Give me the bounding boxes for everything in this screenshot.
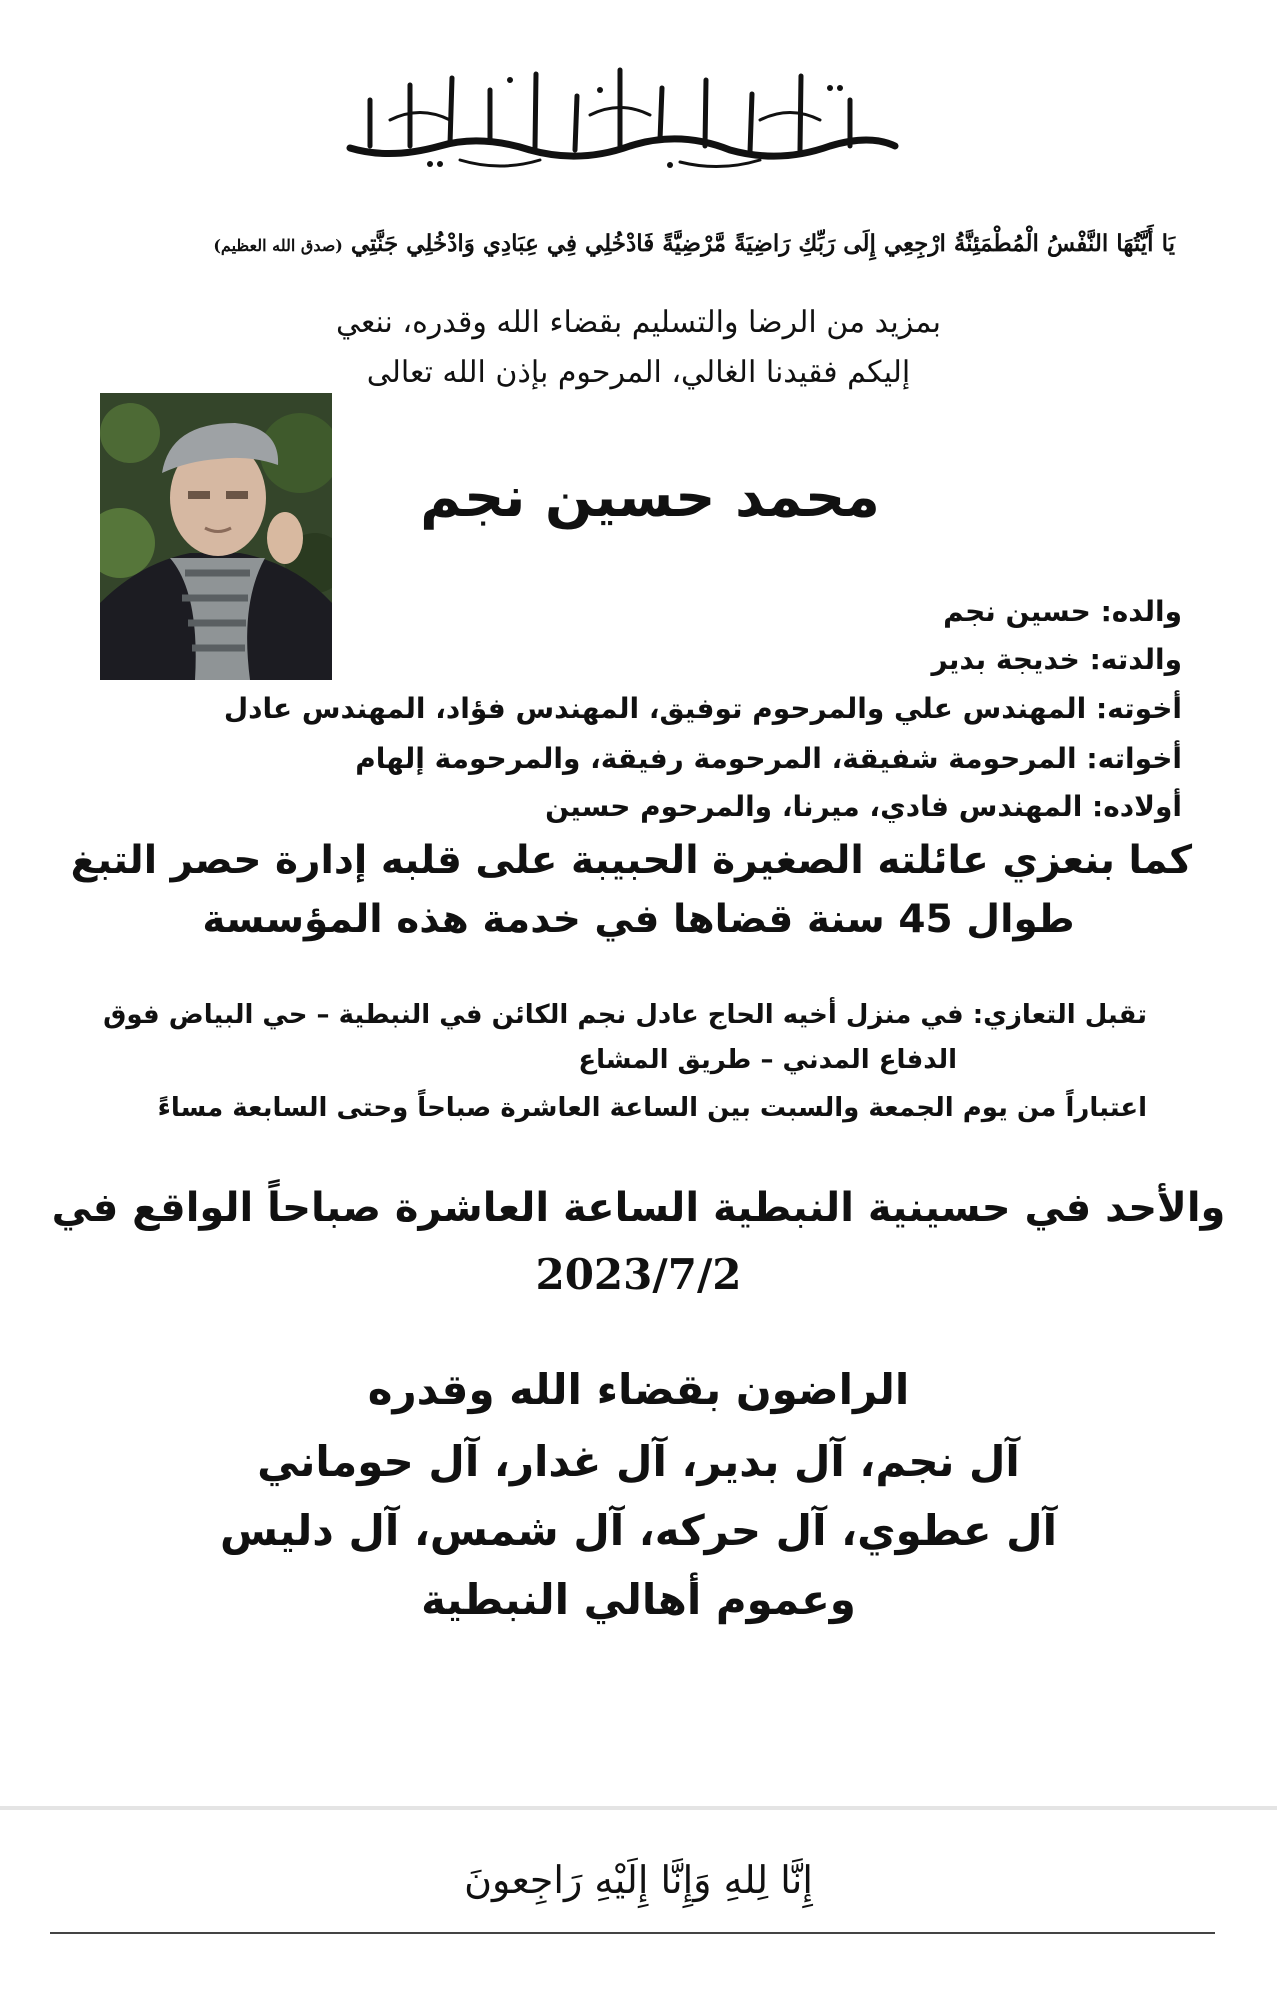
signatories-line-4: وعموم أهالي النبطية [421, 1575, 856, 1624]
deceased-photo [100, 393, 332, 680]
condolences-line-1: تقبل التعازي: في منزل أخيه الحاج عادل نجم الكائن في النبطية – حي البياض فوق [103, 1000, 1147, 1030]
institution-note-line-2: طوال 45 سنة قضاها في خدمة هذه المؤسسة [202, 897, 1075, 942]
condolences-line-2: الدفاع المدني – طريق المشاع [578, 1045, 957, 1075]
intro-line-1: بمزيد من الرضا والتسليم بقضاء الله وقدره، ننعي [336, 305, 941, 340]
verse-text: يَا أَيَّتُهَا النَّفْسُ الْمُطْمَئِنَّةُ ارْجِعِي إِلَى رَبِّكِ رَاضِيَةً مَّرْضِيَّةً فَادْخُلِي فِي عِبَادِي وَادْخُلِي جَنَّتِي [350, 230, 1175, 257]
family-father: والده: حسين نجم [943, 595, 1182, 628]
condolences-line-3: اعتباراً من يوم الجمعة والسبت بين الساعة العاشرة صباحاً وحتى السابعة مساءً [157, 1093, 1147, 1123]
family-mother: والدته: خديجة بدير [931, 643, 1182, 676]
signatories-line-2: آل نجم، آل بدير، آل غدار، آل حوماني [257, 1437, 1020, 1486]
footer-rule [50, 1932, 1215, 1934]
calligraphy-header [330, 60, 910, 175]
family-sisters: أخواته: المرحومة شفيقة، المرحومة رفيقة، والمرحومة إلهام [355, 742, 1182, 775]
family-brothers: أخوته: المهندس علي والمرحوم توفيق، المهندس فؤاد، المهندس عادل [223, 692, 1182, 725]
section-divider [0, 1806, 1277, 1810]
family-children: أولاده: المهندس فادي، ميرنا، والمرحوم حسين [545, 790, 1182, 823]
footer-verse: إِنَّا لِلهِ وَإِنَّا إِلَيْهِ رَاجِعونَ [464, 1858, 813, 1902]
signatories-line-3: آل عطوي، آل حركه، آل شمس، آل دليس [220, 1506, 1057, 1555]
verse-suffix: (صدق الله العظيم) [213, 236, 343, 255]
funeral-date: 2023/7/2 [535, 1250, 742, 1299]
quran-verse [75, 230, 1175, 257]
institution-note-line-1: كما بنعزي عائلته الصغيرة الحبيبة على قلبه إدارة حصر التبغ [70, 838, 1192, 883]
deceased-name: محمد حسين نجم [420, 465, 880, 530]
signatories-line-1: الراضون بقضاء الله وقدره [367, 1365, 910, 1414]
funeral-line: والأحد في حسينية النبطية الساعة العاشرة صباحاً الواقع في [51, 1185, 1226, 1231]
intro-line-2: إليكم فقيدنا الغالي، المرحوم بإذن الله تعالى [366, 355, 911, 390]
